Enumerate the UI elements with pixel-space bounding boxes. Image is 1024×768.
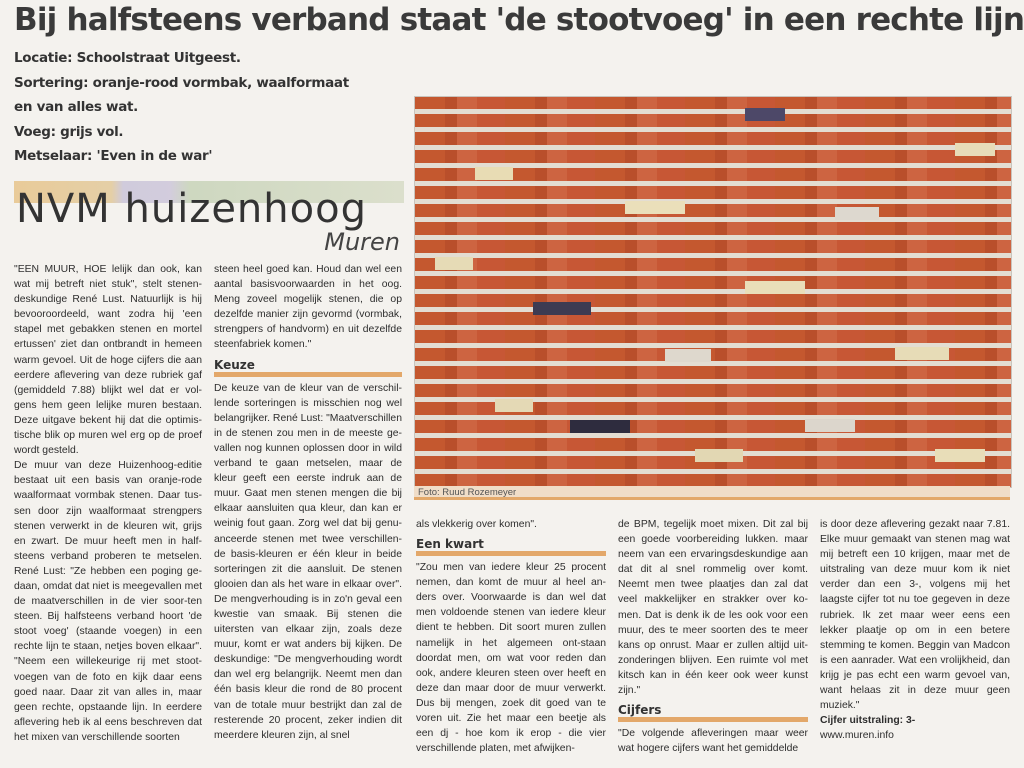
- sorting-line: Sortering: oranje-rood vormbak, waalformaat: [14, 74, 349, 91]
- article-column-2: [214, 262, 402, 743]
- cream-brick: [625, 201, 685, 214]
- joint-line: Voeg: grijs vol.: [14, 123, 124, 140]
- cream-brick: [895, 347, 949, 360]
- paragraph: "Zou men van iedere kleur 25 procent nemen, dan komt de muur al heel an-ders over. Voorwaarde is dan wel dat men voldoende stenen van iedere kleur dient te hebben. Dit soort muren zullen namelijk in het algemeen ont-staan doordat men, om wat voor reden dan ook, andere kleuren steen over heeft en deze dan maar door de muur verwerkt. Dus bij mengen, zoek dit goed van te voren uit. Zie het maar een beetje als een dj - hoe kom ik erop - die vier verschillende platen, met afwijken-: [416, 562, 606, 755]
- paragraph: is door deze aflevering gezakt naar 7.81. Elke muur gemaakt van stenen mag wat mij betreft een 10 krijgen, maar met de uitstraling van deze muur kom ik niet verder dan een 3-, volgens mij het laagste cijfer tot nu toe gegeven in deze rubriek. Ik zet maar weer eens een lekker plaatje op om in een betere stemming te komen. Beggin van Madcon is een aanrader. Wat een vrolijkheid, dan krijg je pas echt een warm gevoel van, want helaas zit in deze muur geen muziek.": [820, 519, 1010, 712]
- cream-brick: [955, 143, 995, 156]
- article-column-1: [14, 262, 202, 745]
- cream-brick: [475, 167, 513, 180]
- article-column-3: [416, 517, 606, 756]
- dark-brick: [745, 108, 785, 121]
- brick-wall-photo: [414, 96, 1012, 488]
- website-link[interactable]: www.muren.info: [820, 730, 894, 742]
- article-column-4: [618, 517, 808, 756]
- paragraph: steen heel goed kan. Houd dan wel een aantal basisvoorwaarden in het oog. Meng zoveel mogelijk stenen, die op dezelfde manier zijn gevormd (vormbak, strengpers of handvorm) en uit dezelfde steenfabriek komen.": [214, 264, 402, 351]
- paragraph: "EEN MUUR, HOE lelijk dan ook, kan wat mij betreft niet stuk", stelt stenen-deskundige René Lust. Natuurlijk is hij bevooroordeeld, want zodra hij 'een stapel met gebakken stenen en mortel ertussen' ziet dan ontbrandt in hemeen warm gevoel. Uit de hoge cijfers die aan eerdere aflevering van deze rubriek gaf (gemiddeld 7.88) blijkt wel dat er vol-gens hem geen lelijke muren bestaan. Deze uitgave bekent hij dat die optimis-tische blik op muren wel erg op de proef wordt gesteld.: [14, 264, 202, 457]
- paragraph: De muur van deze Huizenhoog-editie bestaat uit een basis van oranje-rode waalformaat vormbak stenen. Daar tus-sen door zijn waalformaat strengpers stenen verwerkt in de kleuren wit, grijs en zwart. De muur heeft men in half-steens verband proberen te metselen. René Lust: "Ze hebben een poging ge-daan, omdat dat niet is meegevallen met de maatverschillen in de vier soor-ten steen. Bij halfsteens verband hoort 'de stoot voeg' (staande voegen) in een rechte lijn te staan, netjes boven elkaar". "Neem een willekeurige rij met stoot-voegen van de foto en kijk daar eens goed naar. Daar zit van alles in, maar geen rechte, opstaande lijn. In eerdere aflevering heb ik al eens beschreven dat het mixen van verschillende soorten: [14, 460, 202, 743]
- location-details: [14, 46, 409, 169]
- paragraph: als vlekkerig over komen".: [416, 519, 537, 530]
- paragraph: De keuze van de kleur van de verschil-lende sorteringen is misschien nog wel belangrijker. René Lust: "Maatverschillen in de stenen zou men in de meeste ge-vallen nog kunnen oplossen door in wild verband te gaan metselen, maar de kleur geeft een eerste indruk aan de muur. Gaat men stenen mengen die bij elkaar aansluiten qua kleur, dan kan er weinig fout gaan. Zorg wel dat bij genu-anceerde stenen met twee verschillen-de basis-kleuren er één kleur in beide sorteringen zit die aansluit. De stenen glooien dan als het ware in elkaar over". De mengverhouding is in zo'n geval een kwestie van smaak. Bij stenen die uitersten van elkaar zijn, zoals deze muur, komt er wat anders bij kijken. De deskundige: "De mengverhouding wordt dan wel erg belangrijk. Neemt men dan één basis kleur die rond de 80 procent van de totale muur bestrijkt dan zal de resterende 20 procent, zeker indien dit meerdere kleuren zijn, al snel: [214, 382, 402, 741]
- column-logo-title: NVM huizenhoog: [16, 186, 367, 232]
- grey-brick: [665, 349, 711, 362]
- article-headline: Bij halfsteens verband staat 'de stootvoeg' in een rechte lijn: [14, 2, 1024, 38]
- cream-brick: [495, 399, 533, 412]
- column-logo-subtitle: Muren: [324, 228, 400, 256]
- grey-brick: [835, 207, 879, 220]
- cream-brick: [745, 281, 805, 294]
- subheading-een-kwart: Een kwart: [416, 535, 606, 556]
- photo-caption: Foto: Ruud Rozemeyer: [414, 486, 1010, 500]
- cream-brick: [695, 449, 743, 462]
- subheading-cijfers: Cijfers: [618, 701, 808, 722]
- dark-brick: [533, 302, 591, 315]
- paragraph: de BPM, tegelijk moet mixen. Dit zal bij een goede voorbereiding lukken. maar neem van een ervaringsdeskundige aan dat dit al snel rommelig over komt. Neemt men twee plaatjes dan zal dat veel makkelijker en strakker over ko-men. Dat is denk ik de les ook voor een muur, des te meer soorten des te meer kans op onrust. Maar er zullen altijd uit-zonderingen blijven. Een ruimte vol met kitsch kan in één keer ook weer kunst zijn.": [618, 519, 808, 697]
- dark-brick: [570, 420, 630, 433]
- article-column-5: [820, 517, 1010, 743]
- mason-line: Metselaar: 'Even in de war': [14, 148, 213, 164]
- score-line: Cijfer uitstraling: 3-: [820, 715, 916, 727]
- subheading-keuze: Keuze: [214, 356, 402, 377]
- cream-brick: [435, 257, 473, 270]
- cream-brick: [935, 449, 985, 462]
- grey-brick: [805, 419, 855, 432]
- sorting-line-continued: en van alles wat.: [14, 99, 139, 115]
- location-line: Locatie: Schoolstraat Uitgeest.: [14, 50, 241, 66]
- paragraph: "De volgende afleveringen maar weer wat hogere cijfers want het gemiddelde: [618, 728, 808, 755]
